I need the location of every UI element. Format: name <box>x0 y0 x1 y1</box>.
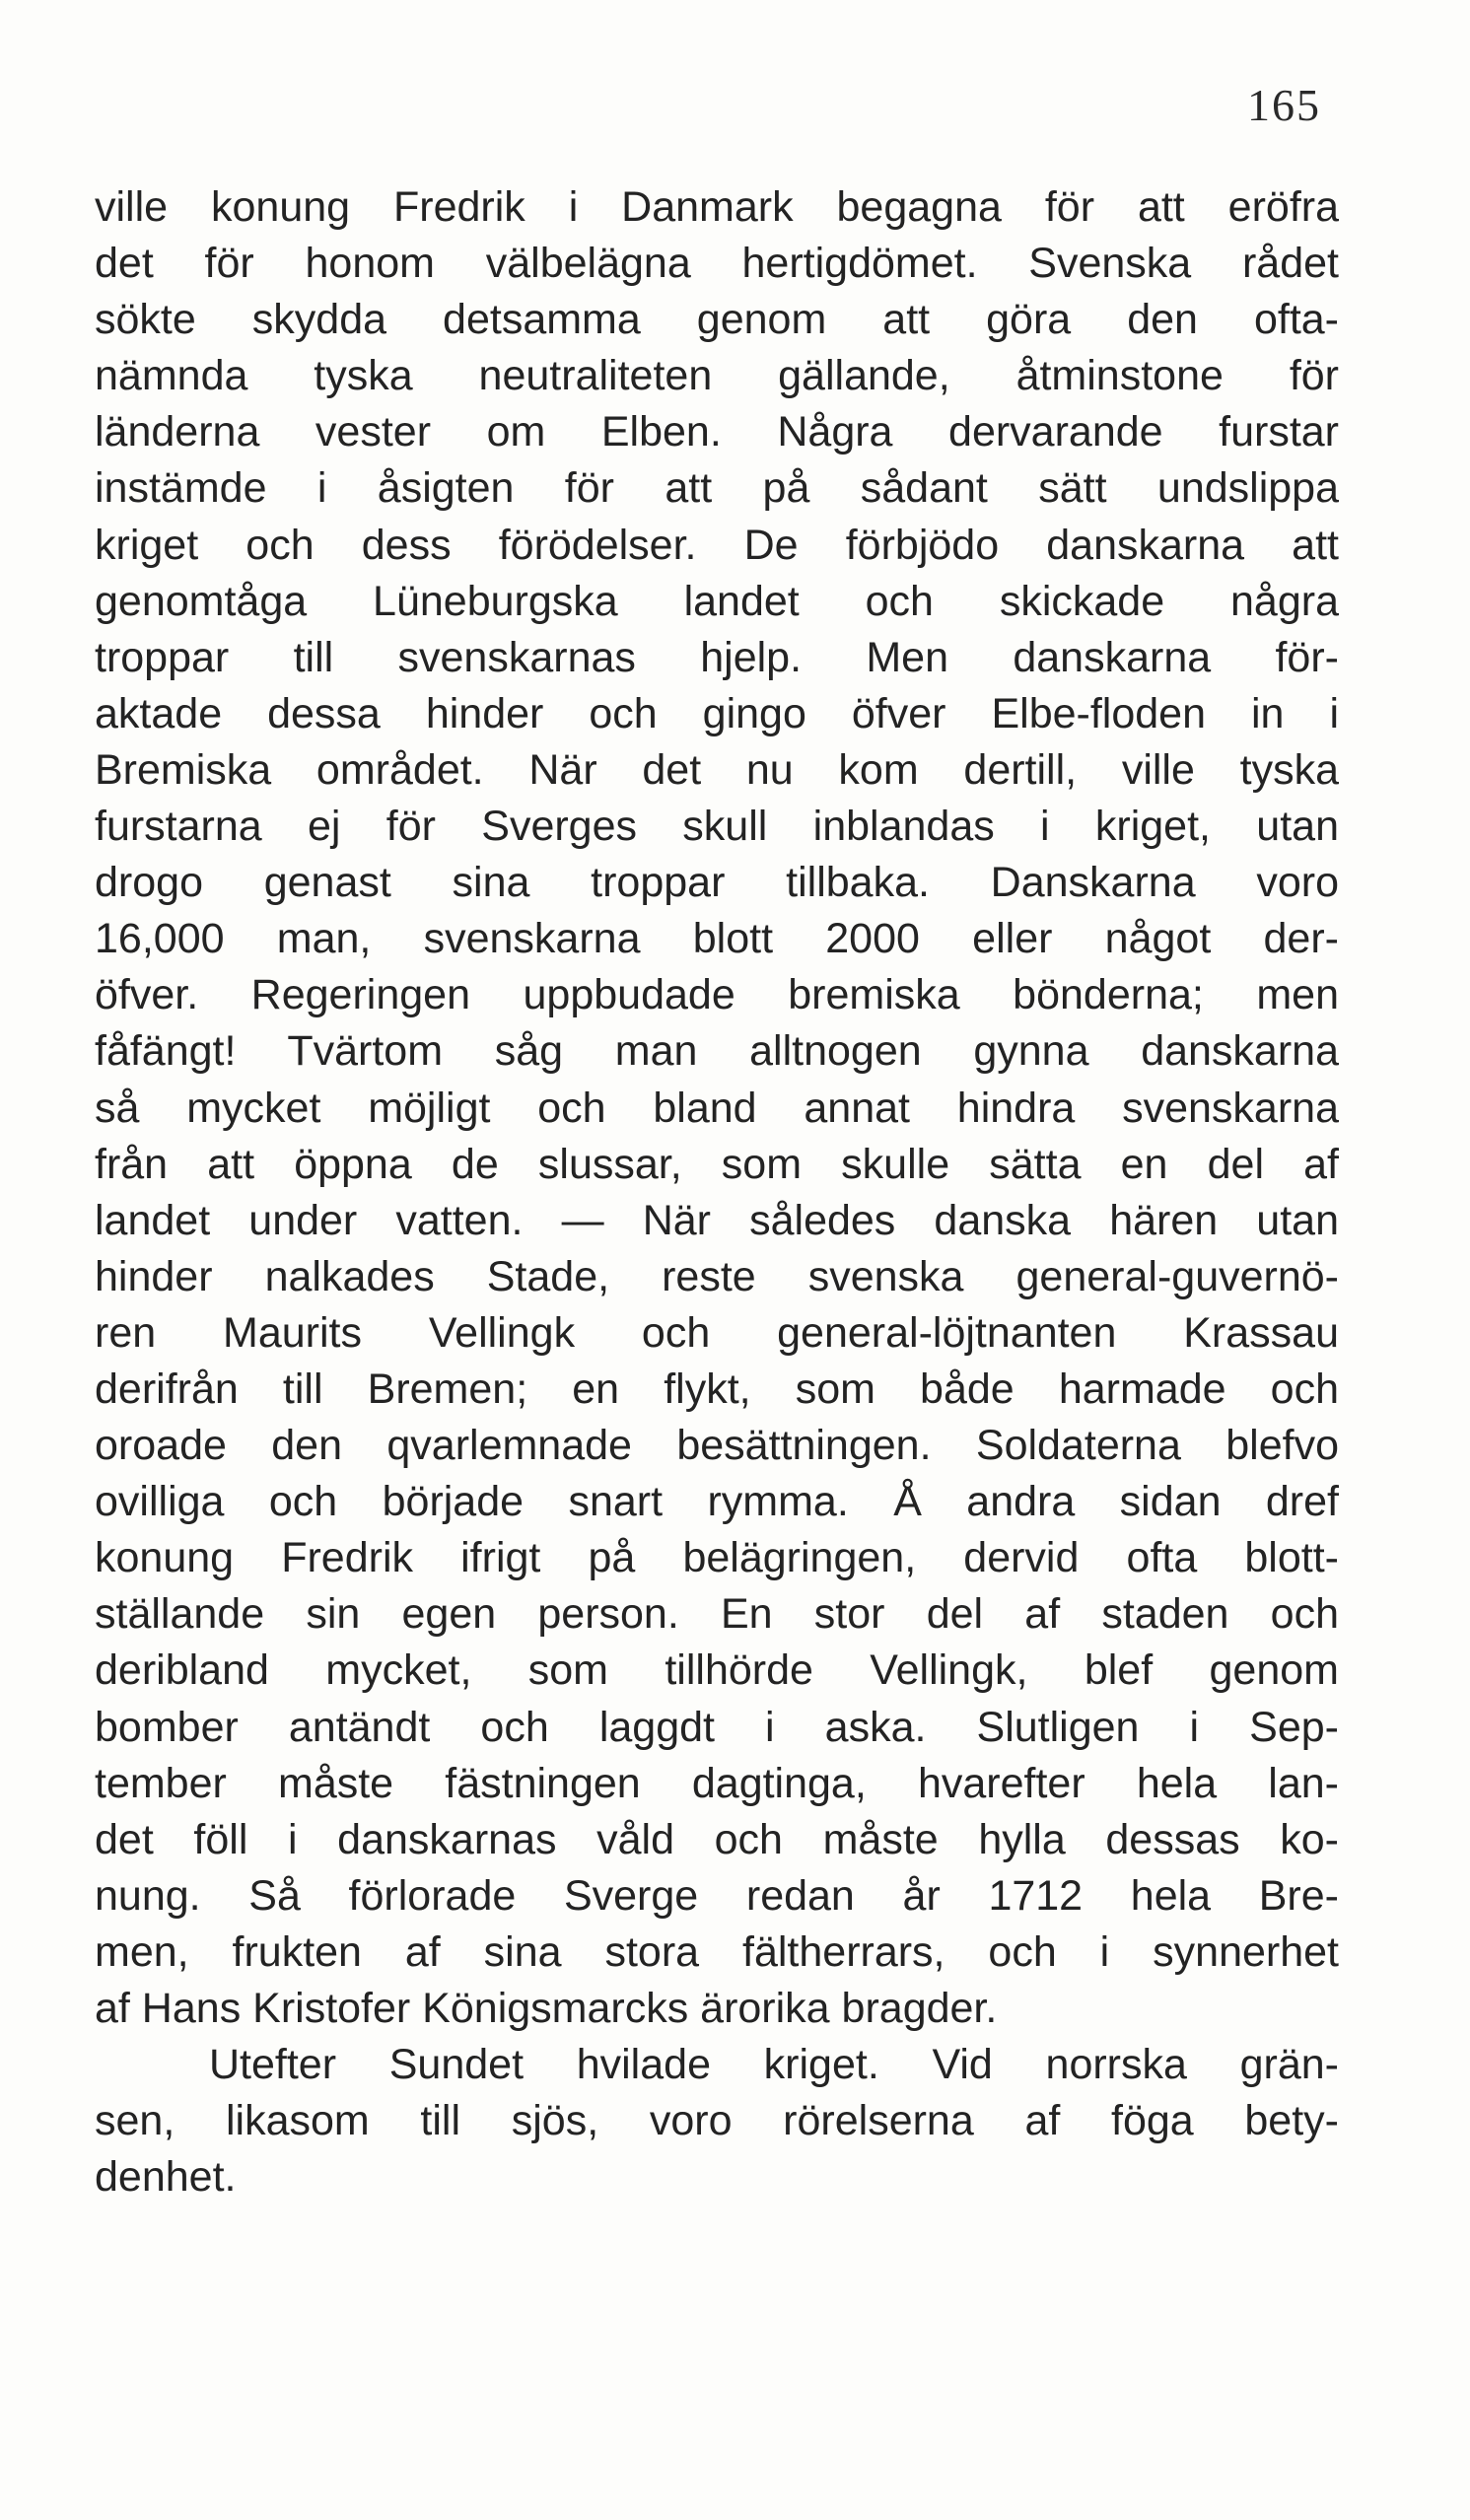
text-line: instämde i åsigten för att på sådant sätt undslippa <box>95 464 1339 513</box>
text-line: länderna vester om Elben. Några dervarande furstar <box>95 408 1339 456</box>
text-line: sen, likasom till sjös, voro rörelserna af föga bety- <box>95 2097 1339 2145</box>
text-line: Utefter Sundet hvilade kriget. Vid norrska grän- <box>209 2041 1339 2089</box>
text-line: drogo genast sina troppar tillbaka. Danskarna voro <box>95 859 1339 907</box>
text-line: ville konung Fredrik i Danmark begagna för att eröfra <box>95 183 1339 231</box>
text-line: 16,000 man, svenskarna blott 2000 eller något der- <box>95 915 1339 963</box>
text-line: konung Fredrik ifrigt på belägringen, dervid ofta blott- <box>95 1534 1339 1582</box>
text-line: aktade dessa hinder och gingo öfver Elbe-floden in i <box>95 689 1339 737</box>
text-line: furstarna ej för Sverges skull inblandas i kriget, utan <box>95 803 1339 851</box>
text-line: troppar till svenskarnas hjelp. Men danskarna för- <box>95 633 1339 681</box>
text-line: nung. Så förlorade Sverge redan år 1712 hela Bre- <box>95 1871 1339 1920</box>
text-line: nämnda tyska neutraliteten gällande, åtminstone för <box>95 352 1339 400</box>
text-line: det för honom välbelägna hertigdömet. Svenska rådet <box>95 240 1339 288</box>
text-line: Bremiska området. När det nu kom dertill, ville tyska <box>95 745 1339 794</box>
text-line: öfver. Regeringen uppbudade bremiska bönderna; men <box>95 971 1339 1019</box>
text-line: men, frukten af sina stora fältherrars, och i synnerhet <box>95 1927 1339 1976</box>
text-line: tember måste fästningen dagtinga, hvarefter hela lan- <box>95 1759 1339 1807</box>
text-line: oroade den qvarlemnade besättningen. Soldaterna blefvo <box>95 1422 1339 1470</box>
text-line: det föll i danskarnas våld och måste hylla dessas ko- <box>95 1815 1339 1863</box>
text-line: kriget och dess förödelser. De förbjödo danskarna att <box>95 521 1339 569</box>
text-line: ställande sin egen person. En stor del af staden och <box>95 1590 1339 1639</box>
text-line: ovilliga och började snart rymma. Å andra sidan dref <box>95 1478 1339 1526</box>
text-line: ren Maurits Vellingk och general-löjtnanten Krassau <box>95 1308 1339 1357</box>
text-line: landet under vatten. — När således danska hären utan <box>95 1196 1339 1244</box>
text-line: så mycket möjligt och bland annat hindra svenskarna <box>95 1084 1339 1132</box>
text-line: af Hans Kristofer Königsmarcks ärorika bragder. <box>95 1985 998 2032</box>
text-line: bomber antändt och laggdt i aska. Slutligen i Sep- <box>95 1703 1339 1751</box>
text-line: denhet. <box>95 2153 237 2202</box>
body-text <box>95 179 1339 2205</box>
text-line: derifrån till Bremen; en flykt, som både harmade och <box>95 1365 1339 1413</box>
text-line: hinder nalkades Stade, reste svenska general-guvernö- <box>95 1252 1339 1300</box>
text-line: deribland mycket, som tillhörde Vellingk, blef genom <box>95 1646 1339 1695</box>
text-line: genomtåga Lüneburgska landet och skickade några <box>95 577 1339 625</box>
text-line: sökte skydda detsamma genom att göra den ofta- <box>95 296 1339 344</box>
text-line: från att öppna de slussar, som skulle sätta en del af <box>95 1140 1339 1188</box>
text-line: fåfängt! Tvärtom såg man alltnogen gynna danskarna <box>95 1027 1339 1076</box>
page-number: 165 <box>1247 80 1321 130</box>
